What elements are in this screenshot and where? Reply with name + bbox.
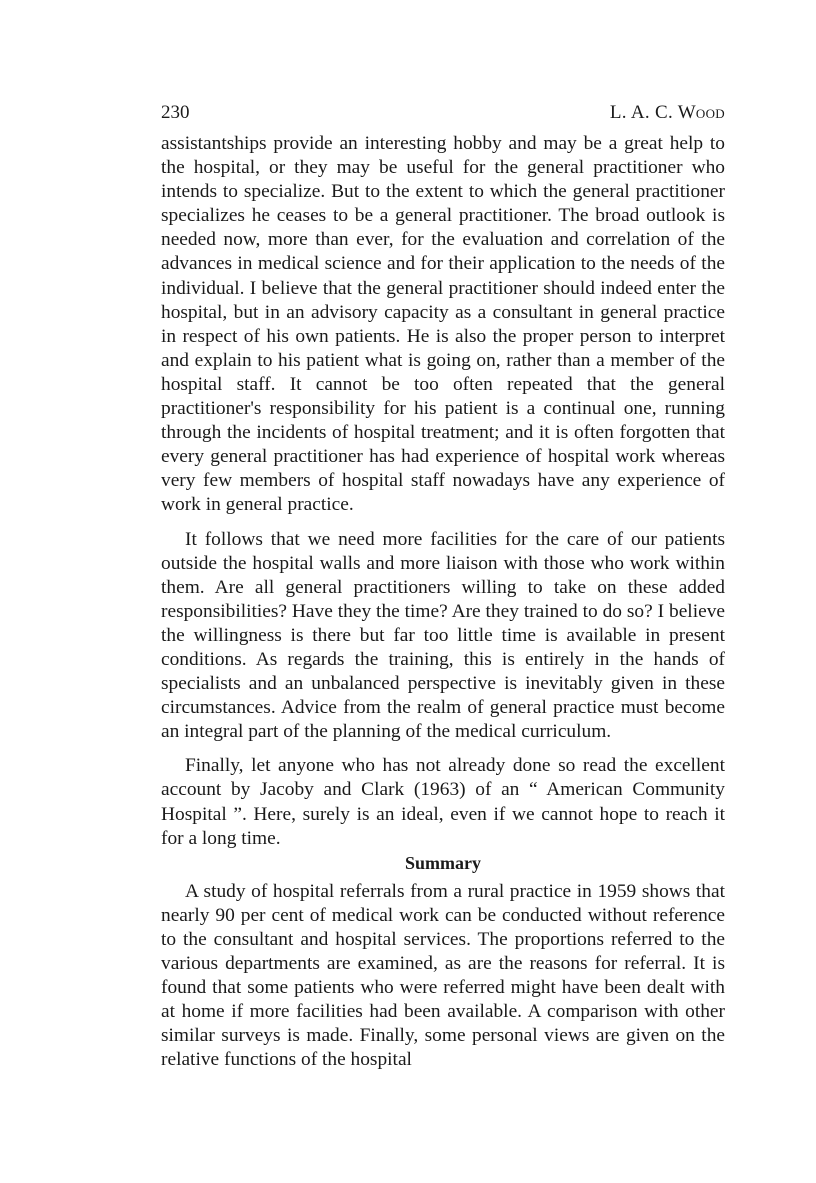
- page-header: [161, 100, 725, 126]
- page-number: 230: [161, 102, 190, 123]
- summary-heading: Summary: [405, 852, 481, 873]
- running-head-author: L. A. C. Wood: [609, 102, 725, 123]
- article-body: [161, 132, 725, 1072]
- summary-paragraph: A study of hospital referrals from a rural practice in 1959 shows that nearly 90 per cent of medical work can be conducted without reference to the consultant and hospital services. The proportions referred to the various departments are examined, as are the reasons for referral. It is found that some patients who were referred might have been dealt with at home if more facilities had been available. A comparison with other similar surveys is made. Finally, some personal views are given on the relative functions of the hospital: [161, 880, 725, 1071]
- paragraph-continuation: assistantships provide an interesting hobby and may be a great help to the hospital, or they may be useful for the general practitioner who intends to specialize. But to the extent to which the general practitioner specializes he ceases to be a general practitioner. The broad outlook is needed now, more than ever, for the evaluation and correlation of the advances in medical science and for their application to the needs of the individual. I believe that the general practitioner should indeed enter the hospital, but in an advisory capacity as a consultant in general practice in respect of his own patients. He is also the proper person to interpret and explain to his patient what is going on, rather than a member of the hospital staff. It cannot be too often repeated that the general practitioner's responsibility for his patient is a continual one, running through the incidents of hospital treatment; and it is often forgotten that every general practitioner has had experience of hospital work whereas very few members of hospital staff nowadays have any experience of work in general practice.: [161, 133, 725, 516]
- paragraph-facilities: It follows that we need more facilities for the care of our patients outside the hospital walls and more liaison with those who work within them. Are all general practitioners willing to take on these added responsibilities? Have they the time? Are they trained to do so? I believe the willingness is there but far too little time is available in present conditions. As regards the training, this is entirely in the hands of specialists and an unbalanced perspective is inevitably given in these circumstances. Advice from the realm of general practice must become an integral part of the planning of the medical curriculum.: [161, 528, 725, 743]
- paragraph-finally: Finally, let anyone who has not already done so read the excellent account by Jacoby and Clark (1963) of an “ American Community Hospital ”. Here, surely is an ideal, even if we cannot hope to reach it for a long time.: [161, 755, 725, 849]
